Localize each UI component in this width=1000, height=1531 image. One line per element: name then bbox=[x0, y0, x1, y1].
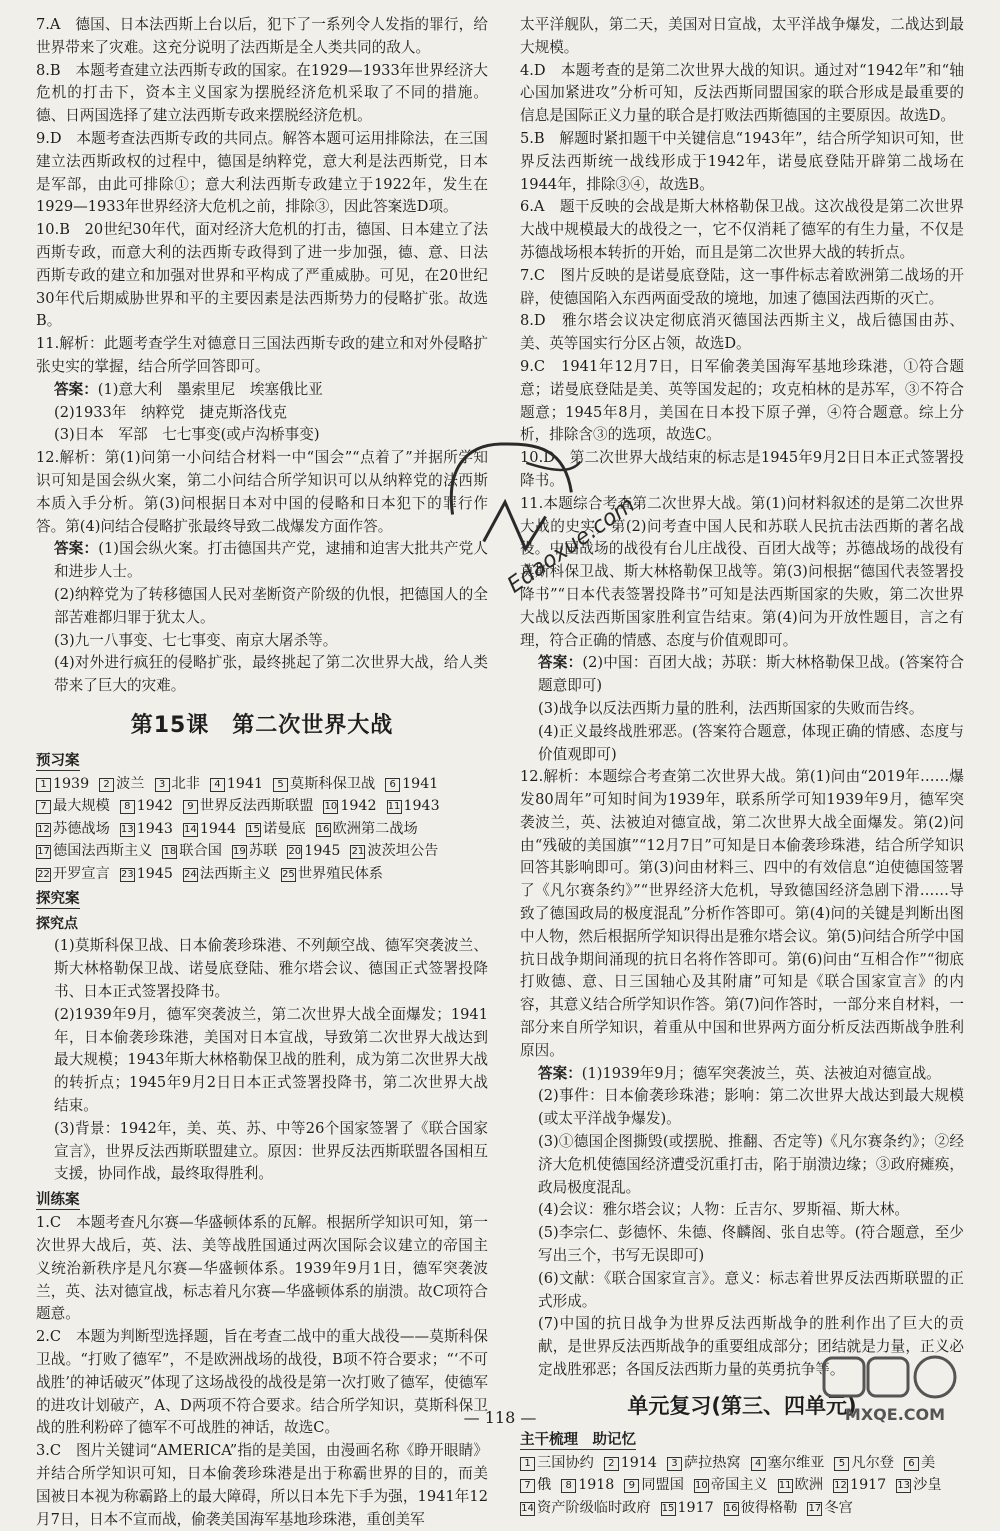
training-12-answer-7: (7)中国的抗日战争为世界反法西斯战争的胜利作出了巨大的贡献，是世界反法西斯战争的重要组成部分；团结就是力量，正义必定战胜邪恶；各国反法西斯力量的英勇抗争等。 bbox=[538, 1315, 964, 1379]
answer-9: 9.D 本题考查法西斯专政的共同点。解答本题可运用排除法，在三国建立法西斯政权的过程中，德国是纳粹党，意大利是法西斯党，日本是军部，由此可排除①；意大利法西斯专政建立于1922年，发生在1929—1933年世界经济大危机之前，排除③，因此答案选D项。 bbox=[36, 129, 488, 216]
item-text: 法西斯主义 bbox=[199, 865, 271, 882]
answer-item bbox=[561, 1474, 614, 1497]
training-8: 8.D 雅尔塔会议决定彻底消灭德国法西斯主义，战后德国由苏、美、英等国实行分区占领，故选D。 bbox=[520, 312, 964, 353]
item-text: 北非 bbox=[171, 775, 200, 792]
answer-label: 答案： bbox=[538, 1064, 582, 1082]
item-number: 2 bbox=[604, 1457, 619, 1471]
item-number: 23 bbox=[120, 868, 134, 880]
answer-item bbox=[896, 1474, 941, 1497]
review-answers bbox=[520, 1452, 964, 1520]
answer-11-analysis: 11.解析：此题考查学生对德意日三国法西斯专政的建立和对外侵略扩张史实的掌握，结合所学回答即可。 bbox=[36, 335, 488, 375]
item-text: 1943 bbox=[136, 820, 173, 837]
item-number: 1 bbox=[36, 778, 51, 792]
answer-11-1: (1)意大利 墨索里尼 埃塞俄比亚 bbox=[97, 380, 323, 398]
answer-item bbox=[36, 818, 110, 841]
item-text: 1945 bbox=[304, 843, 341, 860]
answer-item bbox=[183, 863, 271, 886]
answer-item bbox=[36, 840, 152, 863]
unit-review-title: 单元复习(第三、四单元) bbox=[627, 1393, 857, 1418]
item-number: 13 bbox=[120, 823, 134, 835]
item-text: 1941 bbox=[402, 775, 439, 792]
answer-item bbox=[99, 773, 144, 796]
item-text: 世界反法西斯联盟 bbox=[199, 798, 314, 815]
item-number: 13 bbox=[897, 1480, 911, 1492]
answer-item bbox=[385, 773, 438, 796]
right-column bbox=[520, 14, 964, 1519]
item-number: 5 bbox=[834, 1457, 849, 1471]
answer-item bbox=[120, 863, 173, 886]
answer-item bbox=[287, 840, 340, 863]
item-text: 1942 bbox=[340, 798, 377, 815]
training-12-analysis: 12.解析：本题综合考查第二次世界大战。第(1)问由“2019年……爆发80周年”可知时间为1939年，联系所学可知1939年9月，德军突袭波兰，英、法被迫对德宣战，第二次世界大战全面爆发。第(2)问由“残破的美国旗”“12月7日”可知是日本偷袭珍珠港，结合所学知识回答其影响即可。第(3)问由材料三、四中的有效信息“迫使德国签署了《凡尔赛条约》”“世界经济大危机，导致德国经济急剧下滑……导致了德国政局的极度混乱”分析作答即可。第(4)问的关键是判断出图中人物，然后根据所学知识得出是雅尔塔会议。第(5)问结合所学中国抗日战争期间涌现的抗日名将作答即可。第(6)问由“互相合作”“彻底打败德、意、日三国轴心及其附庸”可知是《联合国家宣言》的内容，其意义结合所学知识作答。第(7)问作答时，一部分来自材料，一部分来自所学知识，着重从中国和世界两方面分析反法西斯战争胜利原因。 bbox=[520, 768, 964, 1059]
answer-item bbox=[387, 795, 440, 818]
answer-12-block bbox=[36, 538, 488, 584]
training-11-answer-4: (4)正义最终战胜邪恶。(答案符合题意，体现正确的情感、态度与价值观即可) bbox=[538, 722, 964, 763]
answer-item bbox=[520, 1452, 594, 1475]
item-number: 14 bbox=[184, 823, 197, 835]
item-text: 开罗宣言 bbox=[53, 865, 110, 882]
item-text: 资产阶级临时政府 bbox=[537, 1499, 651, 1516]
answer-item bbox=[904, 1452, 935, 1475]
training-12-answer-block bbox=[520, 1063, 964, 1086]
answer-item bbox=[183, 795, 314, 818]
training-4: 4.D 本题考查的是第二次世界大战的知识。通过对“1942年”和“轴心国加紧进攻”分析可知，反法西斯同盟国家的联合形成是最重要的信息是国际正义力量的联合是打败法西斯德国的主要原因。故选D。 bbox=[520, 61, 964, 125]
answer-item bbox=[667, 1452, 741, 1475]
training-5: 5.B 解题时紧扣题干中关键信息“1943年”，结合所学知识可知，世界反法西斯统一战线形成于1942年，诺曼底登陆开辟第二战场在1944年，排除③④，故选B。 bbox=[520, 129, 964, 193]
training-12-answer-5: (5)李宗仁、彭德怀、朱德、佟麟阁、张自忠等。(符合题意，至少写出三个，书写无误即可) bbox=[538, 1224, 964, 1265]
answer-item bbox=[520, 1497, 651, 1520]
training-12-answer-6: (6)文献：《联合国家宣言》。意义：标志着世界反法西斯联盟的正式形成。 bbox=[538, 1269, 964, 1310]
item-text: 俄 bbox=[537, 1477, 552, 1494]
answer-item bbox=[624, 1474, 684, 1497]
training-11-answer-2: (2)中国：百团大战；苏联：斯大林格勒保卫战。(答案符合题意即可) bbox=[538, 654, 964, 695]
answer-7: 7.A 德国、日本法西斯上台以后，犯下了一系列令人发指的罪行，给世界带来了灾难。这充分说明了法西斯是全人类共同的敌人。 bbox=[36, 16, 488, 56]
preview-heading: 预习案 bbox=[36, 749, 80, 771]
explore-2: (2)1939年9月，德军突袭波兰，第二次世界大战全面爆发；1941年，日本偷袭珍珠港，美国对日本宣战，导致第二次世界大战达到最大规模；1943年斯大林格勒保卫战的胜利，成为第二次世界大战的转折点；1945年9月2日日本正式签署投降书，第二次世界大战结束。 bbox=[54, 1005, 488, 1114]
answer-label: 答案： bbox=[54, 380, 98, 398]
answer-item bbox=[246, 818, 306, 841]
answer-item bbox=[36, 795, 110, 818]
item-number: 9 bbox=[183, 800, 198, 814]
training-heading: 训练案 bbox=[36, 1188, 80, 1210]
item-number: 21 bbox=[351, 846, 365, 858]
item-number: 10 bbox=[695, 1480, 708, 1492]
item-number: 8 bbox=[120, 800, 135, 814]
item-number: 6 bbox=[904, 1457, 919, 1471]
answer-item bbox=[694, 1474, 768, 1497]
item-text: 1939 bbox=[53, 775, 90, 792]
answer-item bbox=[316, 818, 418, 841]
training-2: 2.C 本题为判断型选择题，旨在考查二战中的重大战役——莫斯科保卫战。“打败了德军”，不是欧洲战场的战役，B项不符合要求；“‘不可战胜’的神话破灭”体现了这场战役的战役是第一次打败了德军，使德军的进攻计划破产，A、D两项不符合要求。结合所学知识，莫斯科保卫战的胜利粉碎了德军不可战胜的神话，故选C。 bbox=[36, 1328, 488, 1437]
item-number: 10 bbox=[324, 801, 338, 813]
preview-answers bbox=[36, 773, 488, 886]
item-number: 1 bbox=[520, 1457, 535, 1471]
answer-11-2: (2)1933年 纳粹党 捷克斯洛伐克 bbox=[54, 403, 287, 421]
answer-item bbox=[661, 1497, 714, 1520]
item-text: 同盟国 bbox=[641, 1477, 684, 1494]
answer-item bbox=[36, 863, 110, 886]
item-number: 17 bbox=[808, 1502, 822, 1514]
item-number: 11 bbox=[387, 801, 401, 813]
svg-text:MXQE.COM: MXQE.COM bbox=[844, 1405, 946, 1424]
item-text: 1941 bbox=[226, 775, 263, 792]
item-text: 苏联 bbox=[248, 843, 278, 860]
item-text: 波兰 bbox=[116, 775, 145, 792]
training-9: 9.C 1941年12月7日，日军偷袭美国海军基地珍珠港，①符合题意；诺曼底登陆是美、英等国发起的；攻克柏林的是苏军，③不符合题意；1945年8月，美国在日本投下原子弹，④符合题意。综上分析，排除含③的选项，故选C。 bbox=[520, 357, 964, 444]
item-text: 欧洲 bbox=[794, 1477, 824, 1494]
training-12-answer-4: (4)会议：雅尔塔会议；人物：丘吉尔、罗斯福、斯大林。 bbox=[538, 1201, 909, 1219]
item-number: 16 bbox=[316, 823, 330, 835]
item-number: 12 bbox=[834, 1480, 847, 1492]
answer-item bbox=[778, 1474, 823, 1497]
training-11-analysis: 11.本题综合考查第二次世界大战。第(1)问材料叙述的是第二次世界大战的史实，第(2)问考查中国人民和苏联人民抗击法西斯的著名战役。中国战场的战役有台儿庄战役、百团大战等；苏德战场的战役有莫斯科保卫战、斯大林格勒保卫战等。第(3)问根据“德国代表签署投降书”“日本代表签署投降书”可知是法西斯国家的失败，第二次世界大战以反法西斯国家胜利宣告结束。第(4)问为开放性题目，言之有理，符合正确的情感、态度与价值观即可。 bbox=[520, 494, 964, 649]
answer-label: 答案： bbox=[54, 540, 99, 558]
explore-heading: 探究案 bbox=[36, 887, 80, 909]
item-text: 欧洲第二战场 bbox=[332, 820, 418, 837]
answer-item bbox=[350, 840, 438, 863]
item-text: 1917 bbox=[850, 1477, 887, 1494]
answer-label: 答案： bbox=[538, 654, 583, 672]
answer-item bbox=[724, 1497, 798, 1520]
training-12-answer-3: (3)①德国企图撕毁(或摆脱、推翻、否定等)《凡尔赛条约》；②经济大危机使德国经济遭受沉重打击，陷于崩溃边缘；③政府瘫痪，政局极度混乱。 bbox=[538, 1133, 964, 1196]
item-text: 1942 bbox=[136, 798, 173, 815]
item-number: 15 bbox=[661, 1502, 675, 1514]
answer-11-3: (3)日本 军部 七七事变(或卢沟桥事变) bbox=[54, 426, 320, 444]
training-11-answer-block bbox=[520, 652, 964, 698]
item-text: 萨拉热窝 bbox=[683, 1454, 741, 1471]
answer-item bbox=[751, 1452, 825, 1475]
explore-1: (1)莫斯科保卫战、日本偷袭珍珠港、不列颠空战、德军突袭波兰、斯大林格勒保卫战、诺曼底登陆、雅尔塔会议、德国正式签署投降书、日本正式签署投降书。 bbox=[54, 937, 488, 1000]
item-text: 波茨坦公告 bbox=[367, 843, 439, 860]
item-text: 冬宫 bbox=[824, 1499, 853, 1516]
item-text: 三国协约 bbox=[537, 1454, 594, 1471]
svg-text:Edaoxue.com: Edaoxue.com bbox=[503, 492, 640, 599]
answer-item bbox=[281, 863, 383, 886]
item-number: 19 bbox=[233, 846, 246, 858]
training-3: 3.C 图片关键词“AMERICA”指的是美国，由漫画名称《睁开眼睛》并结合所学知识可知，日本偷袭珍珠港是出于称霸世界的目的，而美国被日本视为称霸路上的最大障碍，所以日本先下手为强，1941年12月7日，日本不宣而战，偷袭美国海军基地珍珠港，重创美军 bbox=[36, 1442, 488, 1528]
item-number: 7 bbox=[520, 1479, 535, 1493]
training-1: 1.C 本题考查凡尔赛—华盛顿体系的瓦解。根据所学知识可知，第一次世界大战后，英、法、美等战胜国通过两次国际会议建立的帝国主义统治新秩序是凡尔赛—华盛顿体系。1939年9月1日，德军突袭波兰，英、法对德宣战，标志着凡尔赛—华盛顿体系的崩溃。故C项符合题意。 bbox=[36, 1214, 488, 1323]
answer-item bbox=[520, 1474, 551, 1497]
answer-10: 10.B 20世纪30年代，面对经济大危机的打击，德国、日本建立了法西斯专政，而意大利的法西斯专政得到了进一步加强，德、意、日法西斯专政的建立和加强对世界和平构成了严重威胁。可见，在20世纪30年代后期威胁世界和平的主要因素是法西斯势力的侵略扩张。故选B。 bbox=[36, 221, 488, 330]
item-text: 莫斯科保卫战 bbox=[290, 775, 376, 792]
answer-item bbox=[210, 773, 263, 796]
answer-item bbox=[807, 1497, 852, 1520]
training-11-answer-3: (3)战争以反法西斯力量的胜利，法西斯国家的失败而告终。 bbox=[538, 699, 924, 717]
item-number: 20 bbox=[288, 846, 302, 858]
explore-3: (3)背景：1942年，美、英、苏、中等26个国家签署了《联合国家宣言》，世界反法西斯联盟建立。原因：世界反法西斯联盟各国相互支援，协同作战，最终取得胜利。 bbox=[54, 1119, 488, 1183]
item-text: 塞尔维亚 bbox=[767, 1454, 825, 1471]
item-text: 1918 bbox=[578, 1477, 615, 1494]
item-number: 9 bbox=[624, 1479, 639, 1493]
answer-8: 8.B 本题考查建立法西斯专政的国家。在1929—1933年世界经济大危机的打击下，资本主义国家为摆脱经济危机采取了不同的措施。德、日两国选择了建立法西斯专政来摆脱经济危机。 bbox=[36, 61, 488, 125]
item-number: 5 bbox=[273, 778, 288, 792]
answer-item bbox=[232, 840, 277, 863]
answer-item bbox=[36, 773, 89, 796]
answer-12-2: (2)纳粹党为了转移德国人民对垄断资产阶级的仇恨，把德国人的全部苦难都归罪于犹太人。 bbox=[54, 585, 488, 626]
training-6: 6.A 题干反映的会战是斯大林格勒保卫战。这次战役是第二次世界大战中规模最大的战役之一，它不仅消耗了德军的有生力量，不仅是苏德战场根本转折的开始，而且是第二次世界大战的转折点。 bbox=[520, 198, 964, 261]
item-number: 22 bbox=[37, 868, 50, 880]
answer-item bbox=[604, 1452, 657, 1475]
item-text: 1917 bbox=[677, 1499, 714, 1516]
item-text: 1943 bbox=[403, 798, 440, 815]
item-text: 苏德战场 bbox=[53, 820, 110, 837]
answer-item bbox=[120, 818, 173, 841]
training-3-cont: 太平洋舰队，第二天，美国对日宣战，太平洋战争爆发，二战达到最大规模。 bbox=[520, 16, 964, 56]
explore-subheading: 探究点 bbox=[36, 916, 78, 933]
item-number: 2 bbox=[99, 778, 114, 792]
item-text: 1945 bbox=[136, 865, 173, 882]
training-7: 7.C 图片反映的是诺曼底登陆，这一事件标志着欧洲第二战场的开辟，使德国陷入东西两面受敌的境地，加速了德国法西斯的灭亡。 bbox=[520, 266, 964, 307]
item-number: 8 bbox=[561, 1479, 576, 1493]
item-number: 3 bbox=[667, 1457, 682, 1471]
item-number: 4 bbox=[210, 778, 225, 792]
left-column bbox=[36, 14, 488, 1531]
answer-item bbox=[162, 840, 222, 863]
item-text: 联合国 bbox=[179, 843, 222, 860]
answer-12-4: (4)对外进行疯狂的侵略扩张，最终挑起了第二次世界大战，给人类带来了巨大的灾难。 bbox=[54, 654, 488, 695]
item-number: 17 bbox=[37, 846, 50, 858]
item-number: 16 bbox=[724, 1502, 738, 1514]
answer-item bbox=[155, 773, 200, 796]
answer-12-1: (1)国会纵火案。打击德国共产党，逮捕和迫害大批共产党人和进步人士。 bbox=[54, 540, 488, 581]
item-text: 凡尔登 bbox=[851, 1454, 894, 1471]
item-text: 彼得格勒 bbox=[740, 1499, 798, 1516]
item-number: 11 bbox=[778, 1480, 792, 1492]
item-text: 世界殖民体系 bbox=[297, 865, 383, 882]
answer-item bbox=[323, 795, 376, 818]
training-12-answer-1: (1)1939年9月；德军突袭波兰，英、法被迫对德宣战。 bbox=[581, 1064, 941, 1082]
answer-item bbox=[273, 773, 375, 796]
answer-item bbox=[183, 818, 236, 841]
item-number: 14 bbox=[521, 1502, 534, 1514]
item-text: 最大规模 bbox=[53, 798, 110, 815]
item-text: 帝国主义 bbox=[710, 1477, 768, 1494]
item-text: 诺曼底 bbox=[262, 820, 306, 837]
answer-12-3: (3)九一八事变、七七事变、南京大屠杀等。 bbox=[54, 631, 338, 649]
item-number: 18 bbox=[163, 846, 177, 858]
review-heading: 主干梳理 助记忆 bbox=[520, 1428, 636, 1450]
answer-11-block bbox=[36, 379, 488, 402]
item-number: 4 bbox=[751, 1457, 766, 1471]
item-number: 25 bbox=[281, 868, 295, 880]
item-text: 美 bbox=[920, 1454, 936, 1471]
item-number: 12 bbox=[37, 823, 50, 835]
training-10: 10.D 第二次世界大战结束的标志是1945年9月2日日本正式签署投降书。 bbox=[520, 449, 964, 489]
item-number: 24 bbox=[184, 868, 197, 880]
item-number: 7 bbox=[36, 800, 51, 814]
page-number: — 118 — bbox=[463, 1408, 537, 1427]
item-number: 3 bbox=[155, 778, 170, 792]
item-text: 沙皇 bbox=[913, 1477, 942, 1494]
answer-item bbox=[834, 1452, 894, 1475]
item-text: 德国法西斯主义 bbox=[53, 843, 153, 860]
answer-item bbox=[833, 1474, 886, 1497]
lesson-title: 第15课 第二次世界大战 bbox=[130, 712, 394, 738]
answer-item bbox=[120, 795, 173, 818]
item-text: 1944 bbox=[199, 820, 236, 837]
item-number: 6 bbox=[385, 778, 400, 792]
training-12-answer-2: (2)事件：日本偷袭珍珠港；影响：第二次世界大战达到最大规模(或太平洋战争爆发)。 bbox=[538, 1087, 964, 1128]
item-text: 1914 bbox=[620, 1454, 657, 1471]
item-number: 15 bbox=[247, 823, 260, 835]
answer-12-analysis: 12.解析：第(1)问第一小问结合材料一中“国会”“点着了”并据所学知识可知是国会纵火案，第二小问结合所学知识可以从纳粹党的法西斯本质入手分析。第(3)问根据日本对中国的侵略和日本犯下的罪行作答。第(4)问结合侵略扩张最终导致二战爆发方面作答。 bbox=[36, 449, 488, 535]
